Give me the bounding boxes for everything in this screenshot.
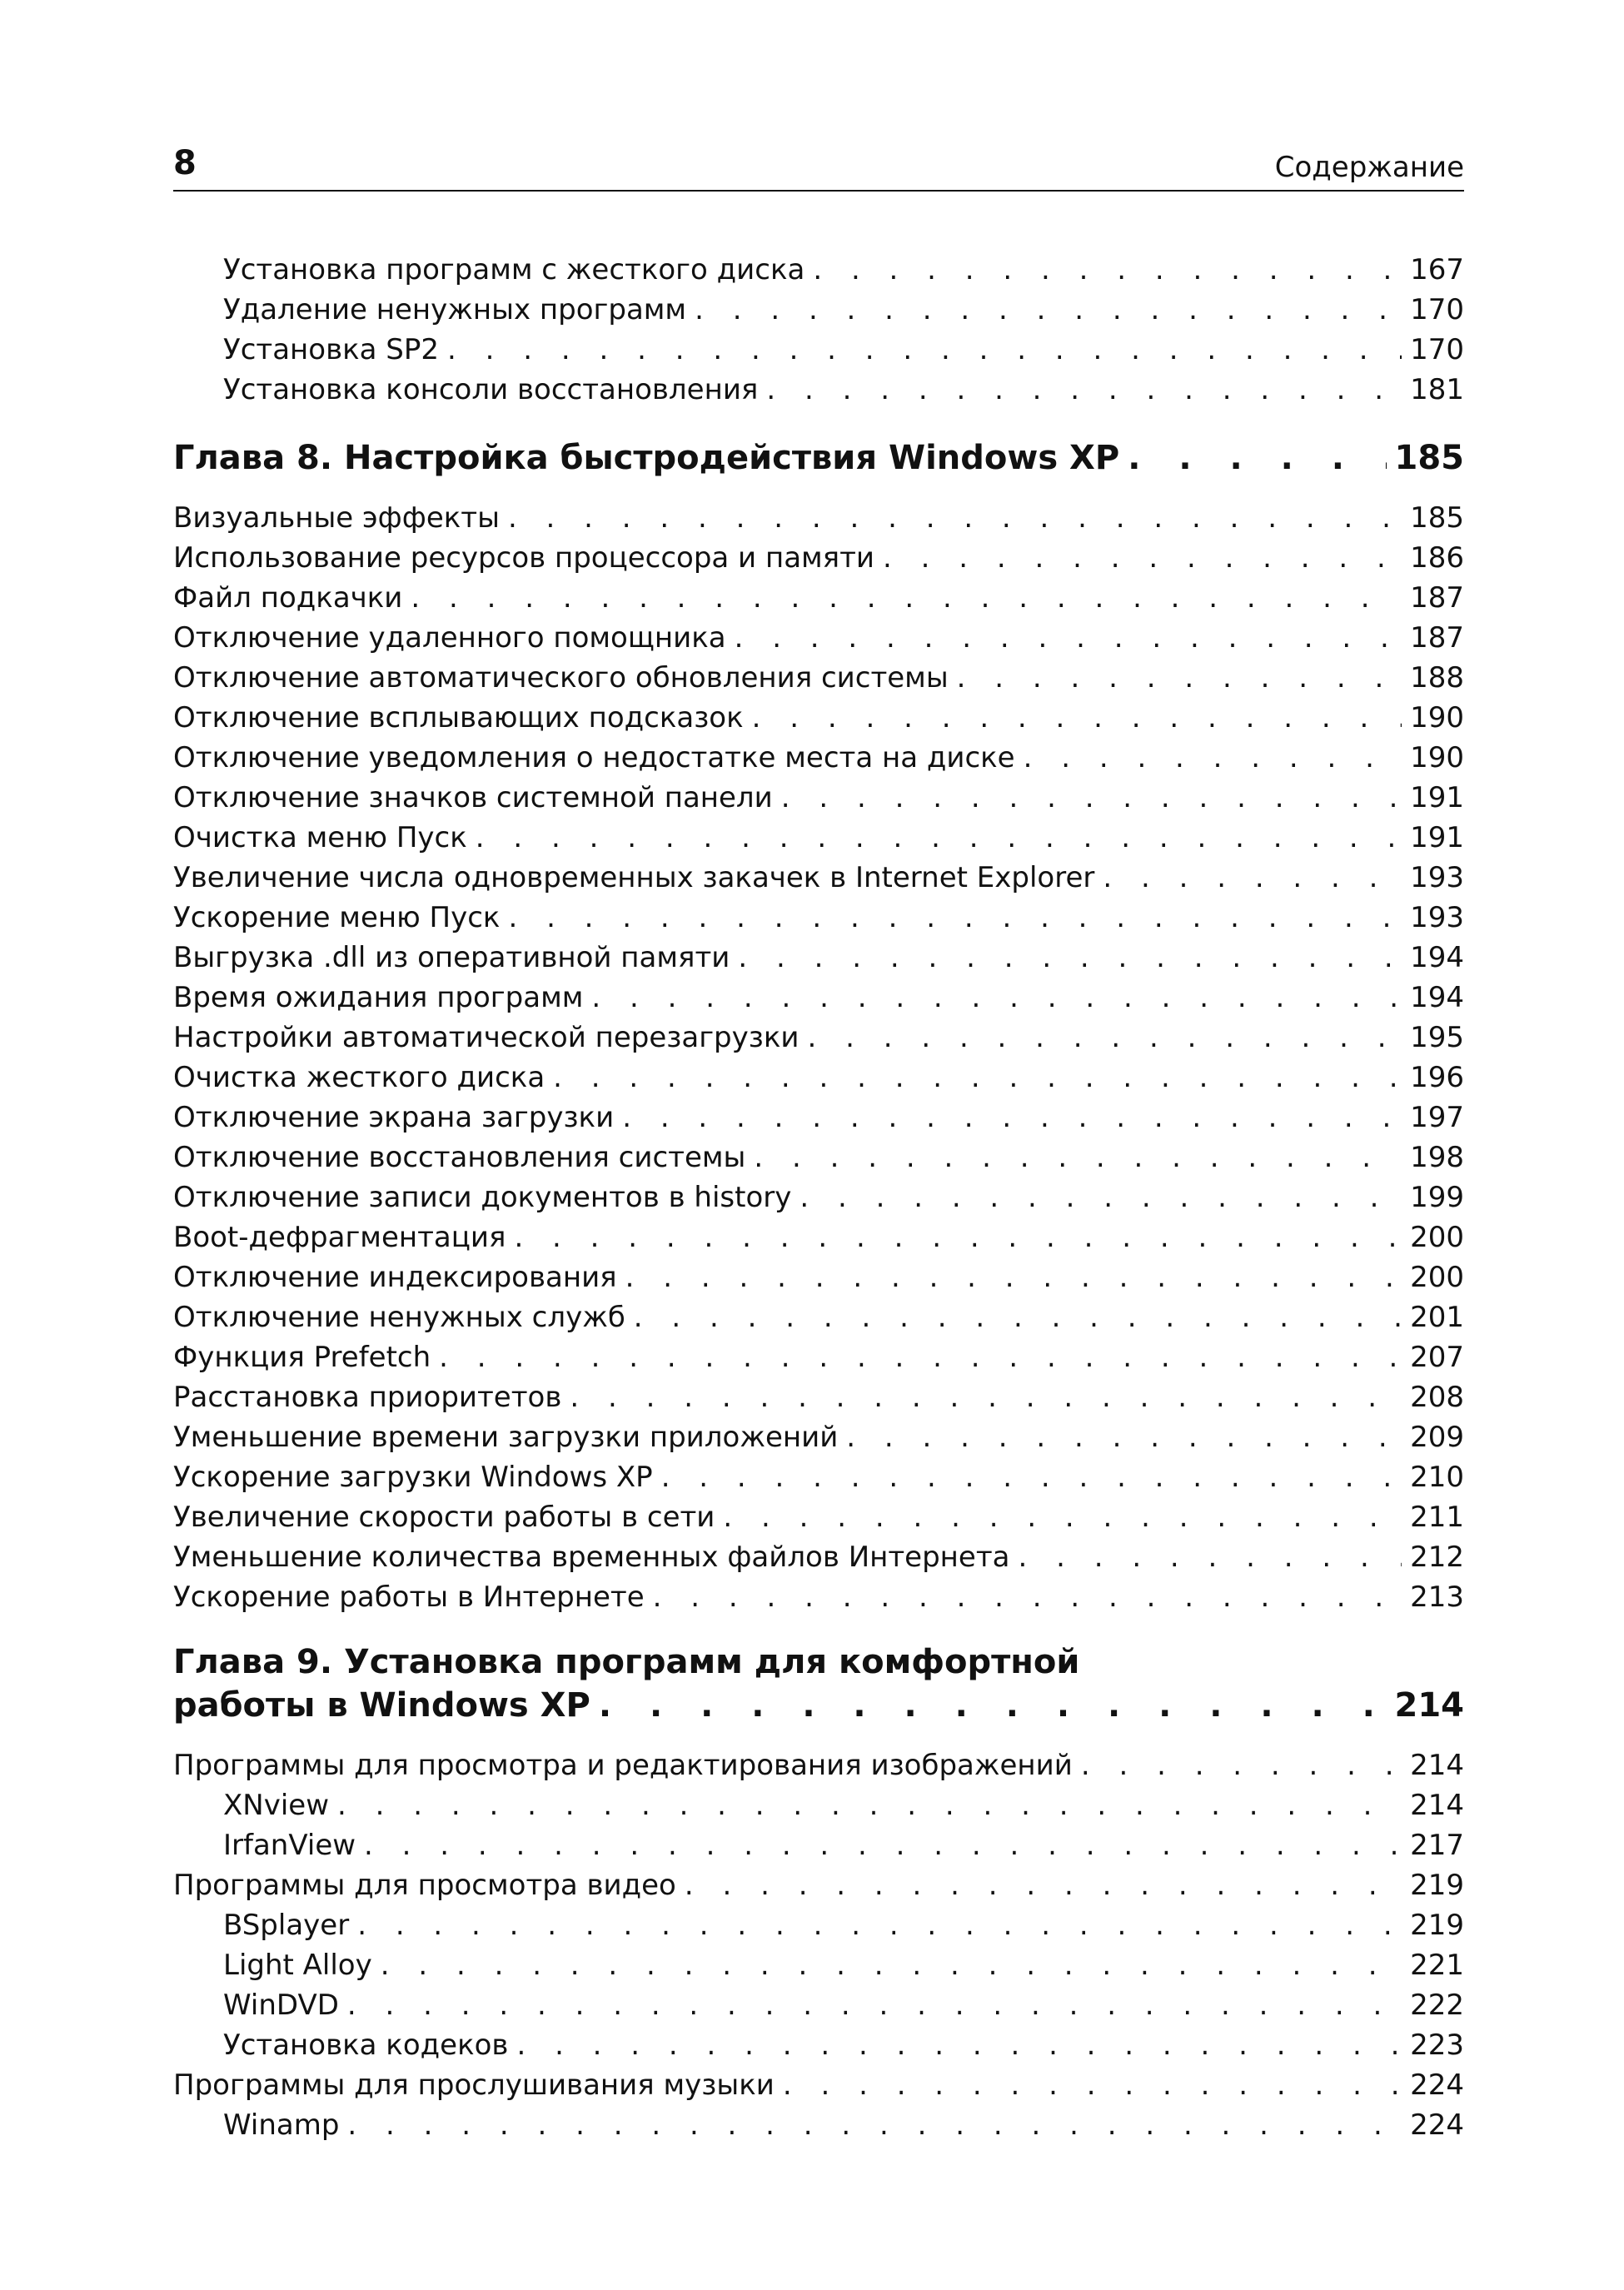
dot-leader — [766, 370, 1402, 410]
toc-entry[interactable] — [173, 1377, 1464, 1417]
toc-entry-page: 193 — [1410, 861, 1464, 894]
dot-leader — [570, 1377, 1402, 1417]
dot-leader — [695, 290, 1402, 330]
toc-entry-page: 219 — [1410, 1909, 1464, 1942]
dot-leader — [723, 1497, 1402, 1537]
toc-entry[interactable] — [173, 2065, 1464, 2105]
dot-leader — [1018, 1537, 1402, 1577]
dot-leader — [685, 1865, 1402, 1905]
toc-entry[interactable] — [173, 1577, 1464, 1617]
dot-leader — [1081, 1745, 1402, 1785]
toc-entry-title: Ускорение работы в Интернете — [173, 1581, 645, 1614]
toc-entry-title: Установка SP2 — [223, 333, 440, 366]
dot-leader — [476, 818, 1402, 858]
toc-entry[interactable] — [173, 1337, 1464, 1377]
toc-entry-title: Удаление ненужных программ — [223, 293, 687, 326]
toc-entry-title: Время ожидания программ — [173, 981, 584, 1014]
toc-entry-title: Winamp — [223, 2108, 340, 2142]
toc-entry-page: 194 — [1410, 941, 1464, 974]
dot-leader — [508, 498, 1402, 538]
toc-entry[interactable] — [173, 818, 1464, 858]
toc-entry[interactable] — [173, 658, 1464, 698]
toc-entry-page: 170 — [1410, 293, 1464, 326]
toc-entry-page: 191 — [1410, 821, 1464, 854]
toc-entry-page: 191 — [1410, 781, 1464, 814]
toc-entry-title: Увеличение числа одновременных закачек в Internet Explorer — [173, 861, 1095, 894]
toc-entry[interactable] — [173, 1537, 1464, 1577]
toc-entry-page: 219 — [1410, 1869, 1464, 1902]
dot-leader — [800, 1177, 1402, 1217]
toc-entry-title: Отключение экрана загрузки — [173, 1101, 615, 1134]
toc-entry-page: 214 — [1410, 1749, 1464, 1782]
toc-entry-title: Ускорение загрузки Windows XP — [173, 1461, 653, 1494]
toc-entry-title: Визуальные эффекты — [173, 501, 500, 535]
toc-entry-title: Расстановка приоритетов — [173, 1381, 562, 1414]
toc-entry-page: 170 — [1410, 333, 1464, 366]
toc-entry-title: Отключение уведомления о недостатке места на диске — [173, 741, 1015, 774]
toc-entry-title: Увеличение скорости работы в сети — [173, 1501, 715, 1534]
dot-leader — [357, 1905, 1402, 1945]
toc-entry-page: 199 — [1410, 1181, 1464, 1214]
header-rule — [173, 190, 1464, 192]
toc-entry-page: 207 — [1410, 1341, 1464, 1374]
toc-entry[interactable] — [173, 1457, 1464, 1497]
dot-leader — [508, 898, 1402, 938]
toc-entry-page: 197 — [1410, 1101, 1464, 1134]
dot-leader — [337, 1785, 1402, 1825]
toc-entry[interactable] — [173, 1257, 1464, 1297]
toc-entry[interactable] — [173, 1098, 1464, 1138]
toc-entry[interactable] — [173, 1417, 1464, 1457]
toc-entry[interactable] — [173, 370, 1464, 410]
page-number: 8 — [173, 144, 197, 182]
dot-leader — [957, 658, 1402, 698]
dot-leader — [599, 1682, 1387, 1729]
toc-entry-title: Настройки автоматической перезагрузки — [173, 1021, 800, 1054]
toc-entry[interactable] — [173, 1177, 1464, 1217]
toc-entry-page: 224 — [1410, 2068, 1464, 2102]
toc-entry-page: 209 — [1410, 1421, 1464, 1454]
chapter-page: 214 — [1394, 1686, 1464, 1725]
toc-entry-page: 200 — [1410, 1261, 1464, 1294]
dot-leader — [813, 250, 1402, 290]
toc-entry[interactable] — [173, 898, 1464, 938]
toc-entry[interactable] — [173, 618, 1464, 658]
toc-entry-title: Программы для просмотра и редактирования изображений — [173, 1749, 1073, 1782]
toc-entry[interactable] — [173, 498, 1464, 538]
dot-leader — [1128, 435, 1386, 481]
dot-leader — [735, 618, 1402, 658]
toc-entry-title: Установка программ с жесткого диска — [223, 253, 805, 286]
toc-entry[interactable] — [173, 858, 1464, 898]
chapter-page: 185 — [1394, 439, 1464, 477]
toc-entry[interactable] — [173, 1745, 1464, 1785]
toc-entry-title: Отключение ненужных служб — [173, 1301, 625, 1334]
dot-leader — [1103, 858, 1402, 898]
toc-entry-title: Light Alloy — [223, 1949, 372, 1982]
toc-entry-title: Использование ресурсов процессора и памяти — [173, 541, 875, 575]
toc-entry-page: 194 — [1410, 981, 1464, 1014]
chapter-8-heading — [173, 435, 1464, 481]
dot-leader — [516, 2025, 1402, 2065]
dot-leader — [591, 978, 1402, 1018]
toc-entry-page: 190 — [1410, 741, 1464, 774]
toc-entry-page: 212 — [1410, 1541, 1464, 1574]
toc-entry-page: 222 — [1410, 1989, 1464, 2022]
toc-entry-title: Установка кодеков — [223, 2029, 509, 2062]
dot-leader — [1024, 738, 1402, 778]
toc-entry-page: 211 — [1410, 1501, 1464, 1534]
toc-entry[interactable] — [173, 1865, 1464, 1905]
toc-entry-page: 181 — [1410, 373, 1464, 406]
toc-entry-title: BSplayer — [223, 1909, 350, 1942]
toc-entry-page: 198 — [1410, 1141, 1464, 1174]
dot-leader — [883, 538, 1402, 578]
toc-entry[interactable] — [173, 1985, 1464, 2025]
toc-entry-title: XNview — [223, 1789, 330, 1822]
dot-leader — [625, 1257, 1402, 1297]
running-head: Содержание — [1274, 151, 1464, 184]
dot-leader — [738, 938, 1402, 978]
toc-entry-title: WinDVD — [223, 1989, 339, 2022]
toc-entry[interactable] — [173, 778, 1464, 818]
toc-entry-page: 188 — [1410, 661, 1464, 694]
dot-leader — [754, 1138, 1402, 1177]
toc-entry[interactable] — [173, 578, 1464, 618]
toc-entry-page: 167 — [1410, 253, 1464, 286]
toc-entry-page: 221 — [1410, 1949, 1464, 1982]
dot-leader — [752, 698, 1402, 738]
toc-entry-page: 210 — [1410, 1461, 1464, 1494]
toc-entry-title: Уменьшение количества временных файлов Интернета — [173, 1541, 1010, 1574]
dot-leader — [347, 1985, 1402, 2025]
toc-entry-page: 217 — [1410, 1829, 1464, 1862]
toc-entry[interactable] — [173, 1217, 1464, 1257]
toc-entry[interactable] — [173, 330, 1464, 370]
table-of-contents — [173, 250, 1464, 2145]
toc-entry[interactable] — [173, 1058, 1464, 1098]
toc-entry-page: 201 — [1410, 1301, 1464, 1334]
toc-entry-page: 187 — [1410, 581, 1464, 615]
toc-entry-title: Программы для просмотра видео — [173, 1869, 676, 1902]
chapter-9-heading — [173, 1642, 1464, 1729]
toc-entry-title: Функция Prefetch — [173, 1341, 431, 1374]
dot-leader — [514, 1217, 1402, 1257]
toc-entry-title: Отключение значков системной панели — [173, 781, 773, 814]
dot-leader — [783, 2065, 1402, 2105]
dot-leader — [411, 578, 1402, 618]
chapter-entry[interactable] — [173, 1682, 1464, 1729]
toc-entry-title: Отключение удаленного помощника — [173, 621, 726, 655]
toc-entry[interactable] — [173, 1945, 1464, 1985]
toc-entry-page: 185 — [1410, 501, 1464, 535]
dot-leader — [439, 1337, 1402, 1377]
toc-entry-page: 214 — [1410, 1789, 1464, 1822]
chapter-title: Глава 8. Настройка быстродействия Windows XP — [173, 439, 1120, 477]
chapter-entry[interactable] — [173, 435, 1464, 481]
toc-entry-title: Очистка меню Пуск — [173, 821, 467, 854]
toc-entry[interactable] — [173, 1138, 1464, 1177]
toc-entry[interactable] — [173, 738, 1464, 778]
dot-leader — [846, 1417, 1402, 1457]
toc-entry[interactable] — [173, 938, 1464, 978]
toc-entry-page: 200 — [1410, 1221, 1464, 1254]
toc-entry[interactable] — [173, 978, 1464, 1018]
dot-leader — [661, 1457, 1402, 1497]
toc-entry-page: 186 — [1410, 541, 1464, 575]
toc-entry[interactable] — [173, 698, 1464, 738]
dot-leader — [553, 1058, 1402, 1098]
toc-entry[interactable] — [173, 538, 1464, 578]
toc-entry-title: Выгрузка .dll из оперативной памяти — [173, 941, 730, 974]
toc-entry-page: 193 — [1410, 901, 1464, 934]
toc-entry-title: Отключение автоматического обновления системы — [173, 661, 949, 694]
toc-entry-title: Boot-дефрагментация — [173, 1221, 506, 1254]
dot-leader — [807, 1018, 1402, 1058]
toc-entry-title: Уменьшение времени загрузки приложений — [173, 1421, 839, 1454]
toc-entry-page: 223 — [1410, 2029, 1464, 2062]
toc-entry[interactable] — [173, 250, 1464, 290]
dot-leader — [781, 778, 1402, 818]
toc-entry[interactable] — [173, 1497, 1464, 1537]
dot-leader — [653, 1577, 1402, 1617]
toc-entry[interactable] — [173, 290, 1464, 330]
toc-entry-page: 213 — [1410, 1581, 1464, 1614]
dot-leader — [634, 1297, 1402, 1337]
toc-entry-title: Отключение записи документов в history — [173, 1181, 792, 1214]
toc-entry-page: 208 — [1410, 1381, 1464, 1414]
toc-entry-title: Установка консоли восстановления — [223, 373, 759, 406]
toc-entry-title: Файл подкачки — [173, 581, 403, 615]
toc-entry-title: IrfanView — [223, 1829, 356, 1862]
toc-entry-page: 224 — [1410, 2108, 1464, 2142]
toc-entry-title: Ускорение меню Пуск — [173, 901, 501, 934]
toc-entry[interactable] — [173, 1785, 1464, 1825]
chapter-title-line1: Глава 9. Установка программ для комфортной — [173, 1643, 1080, 1681]
toc-entry-title: Очистка жесткого диска — [173, 1061, 545, 1094]
toc-entry-page: 195 — [1410, 1021, 1464, 1054]
toc-entry-title: Программы для прослушивания музыки — [173, 2068, 775, 2102]
toc-entry[interactable] — [173, 2105, 1464, 2145]
toc-entry-title: Отключение индексирования — [173, 1261, 617, 1294]
toc-entry[interactable] — [173, 1018, 1464, 1058]
toc-entry-title: Отключение всплывающих подсказок — [173, 701, 744, 734]
dot-leader — [622, 1098, 1402, 1138]
toc-entry-title: Отключение восстановления системы — [173, 1141, 746, 1174]
dot-leader — [364, 1825, 1402, 1865]
toc-entry[interactable] — [173, 2025, 1464, 2065]
dot-leader — [347, 2105, 1402, 2145]
toc-entry-page: 196 — [1410, 1061, 1464, 1094]
toc-entry[interactable] — [173, 1905, 1464, 1945]
toc-entry[interactable] — [173, 1297, 1464, 1337]
toc-entry-page: 187 — [1410, 621, 1464, 655]
chapter-title-line2: работы в Windows XP — [173, 1686, 590, 1725]
dot-leader — [381, 1945, 1402, 1985]
toc-entry-page: 190 — [1410, 701, 1464, 734]
toc-entry[interactable] — [173, 1825, 1464, 1865]
dot-leader — [447, 330, 1402, 370]
